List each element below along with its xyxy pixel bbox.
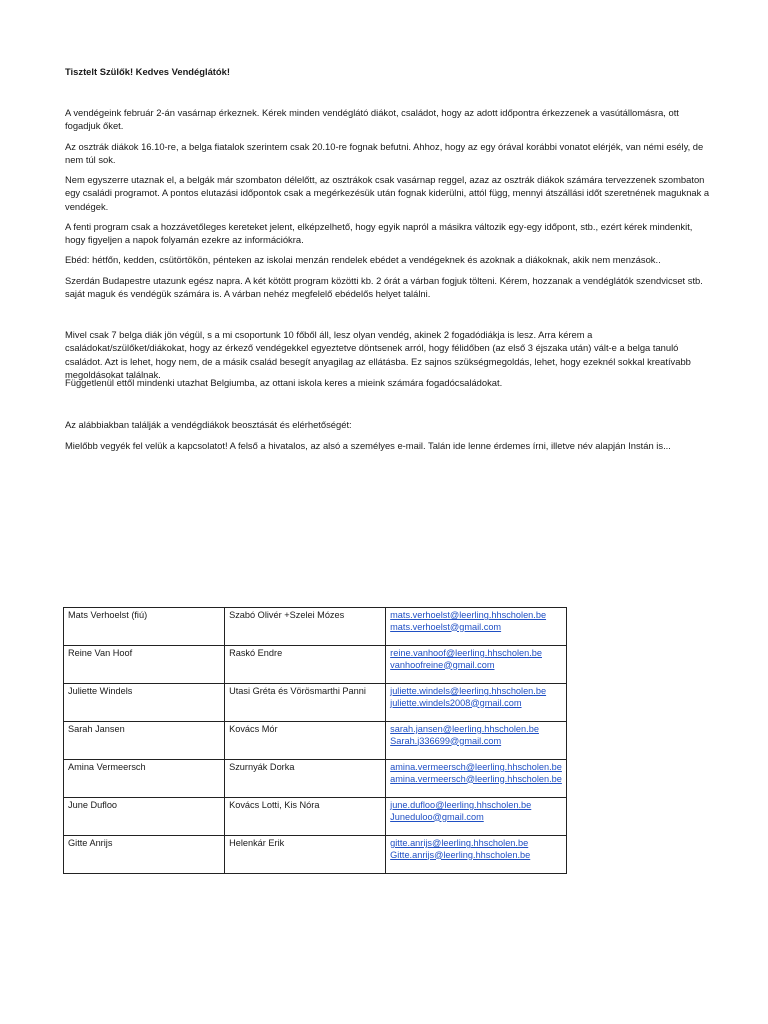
email-cell — [386, 760, 567, 798]
personal-email-link[interactable]: juliette.windels2008@gmail.com — [390, 697, 522, 708]
guest-name-cell: Reine Van Hoof — [64, 646, 225, 684]
paragraph-departure: Nem egyszerre utaznak el, a belgák már szombaton délelőtt, az osztrákok csak vasárnap reggel, azaz az osztrák diákok számára tervezzenek szombaton egy családi programot. A pontos elutazási időpontok csak a megérkezésük után fognak kiderülni, attól függ, mennyi átszállási időt szeretnének maguknak a vendégek. — [65, 174, 710, 212]
table-row — [64, 684, 567, 722]
official-email-link[interactable]: gitte.anrijs@leerling.hhscholen.be — [390, 838, 529, 848]
guest-name-cell: Gitte Anrijs — [64, 836, 225, 874]
personal-email-link[interactable]: amina.vermeersch@leerling.hhscholen.be — [390, 773, 562, 784]
personal-email-link[interactable]: Juneduloo@gmail.com — [390, 811, 484, 822]
personal-email-link[interactable]: mats.verhoelst@gmail.com — [390, 621, 502, 632]
personal-email-link[interactable]: Gitte.anrijs@leerling.hhscholen.be — [390, 849, 531, 860]
guest-name-cell: Mats Verhoelst (fiú) — [64, 608, 225, 646]
personal-email-link[interactable]: Sarah.j336699@gmail.com — [390, 735, 502, 746]
paragraph-train-times: Az osztrák diákok 16.10-re, a belga fiatalok szerintem csak 20.10-re fognak befutni. Ahhoz, hogy az egy órával korábbi vonatot elérjék, van némi esély, de nem túl sok. — [65, 141, 704, 166]
official-email-link[interactable]: mats.verhoelst@leerling.hhscholen.be — [390, 610, 547, 620]
official-email-link[interactable]: juliette.windels@leerling.hhscholen.be — [390, 686, 547, 696]
table-row — [64, 722, 567, 760]
email-cell — [386, 646, 567, 684]
paragraph-belgium-travel: Függetlenül ettől mindenki utazhat Belgiumba, az ottani iskola keres a mieink számára fogadócsaládokat. — [65, 377, 503, 388]
official-email-link[interactable]: amina.vermeersch@leerling.hhscholen.be — [390, 762, 562, 772]
host-name-cell: Utasi Gréta és Vörösmarthi Panni — [225, 684, 386, 722]
email-cell — [386, 836, 567, 874]
host-name-cell: Kovács Lotti, Kis Nóra — [225, 798, 386, 836]
official-email-link[interactable]: reine.vanhoof@leerling.hhscholen.be — [390, 648, 542, 658]
contacts-table — [63, 607, 567, 874]
paragraph-arrival: A vendégeink február 2-án vasárnap érkeznek. Kérek minden vendéglátó diákot, családot, hogy az adott időpontra érkezzenek a vasútállomásra, ott fogadjuk őket. — [65, 107, 679, 132]
official-email-link[interactable]: sarah.jansen@leerling.hhscholen.be — [390, 724, 539, 734]
email-cell — [386, 798, 567, 836]
host-name-cell: Raskó Endre — [225, 646, 386, 684]
table-row — [64, 608, 567, 646]
table-row — [64, 646, 567, 684]
guest-name-cell: June Dufloo — [64, 798, 225, 836]
table-row — [64, 760, 567, 798]
paragraph-program-note: A fenti program csak a hozzávetőleges kereteket jelent, elképzelhető, hogy egyik napról a másikra változik egy-egy időpont, stb., ezért kérek mindenkit, hogy figyeljen a napok folyamán ezekre az információkra. — [65, 221, 693, 246]
email-cell — [386, 684, 567, 722]
guest-name-cell: Amina Vermeersch — [64, 760, 225, 798]
host-name-cell: Kovács Mór — [225, 722, 386, 760]
paragraph-table-intro: Az alábbiakban találják a vendégdiákok beosztását és elérhetőségét: — [65, 419, 352, 430]
email-cell — [386, 722, 567, 760]
paragraph-budapest-trip: Szerdán Budapestre utazunk egész napra. A két kötött program közötti kb. 2 órát a várban fogjuk tölteni. Kérem, hozzanak a vendéglátók szendvicset stb. saját maguk és vendégük számára is. A várban nehéz megfelelő ebédelős helyet találni. — [65, 275, 703, 300]
official-email-link[interactable]: june.dufloo@leerling.hhscholen.be — [390, 800, 532, 810]
guest-name-cell: Sarah Jansen — [64, 722, 225, 760]
guest-name-cell: Juliette Windels — [64, 684, 225, 722]
host-name-cell: Helenkár Erik — [225, 836, 386, 874]
email-cell — [386, 608, 567, 646]
personal-email-link[interactable]: vanhoofreine@gmail.com — [390, 659, 495, 670]
paragraph-host-arrangement: Mivel csak 7 belga diák jön végül, s a mi csoportunk 10 főből áll, lesz olyan vendég, akinek 2 fogadódiákja is lesz. Arra kérem a családokat/szülőket/diákokat, hogy az érkező vendégekkel egyeztetve döntsenek arról, hogy félidőben (az első 3 éjszaka után) vált-e a belga tanuló családot. Azt is lehet, hogy nem, de a másik család besegít anyagilag az ellátásba. Ez sajnos szükségmegoldás, lehet, hogy ezeknél sokkal kreatívabb megoldásokat találnak. — [65, 329, 691, 380]
host-name-cell: Szurnyák Dorka — [225, 760, 386, 798]
greeting-heading: Tisztelt Szülők! Kedves Vendéglátók! — [65, 66, 230, 77]
table-row — [64, 836, 567, 874]
paragraph-lunch: Ebéd: hétfőn, kedden, csütörtökön, pénteken az iskolai menzán rendelek ebédet a vendégeknek és azoknak a diákoknak, akik nem menzások.. — [65, 254, 661, 265]
table-row — [64, 798, 567, 836]
paragraph-contact-request: Mielőbb vegyék fel velük a kapcsolatot! A felső a hivatalos, az alsó a személyes e-mail. Talán ide lenne érdemes írni, illetve név alapján Instán is... — [65, 440, 671, 451]
host-name-cell: Szabó Olivér +Szelei Mózes — [225, 608, 386, 646]
